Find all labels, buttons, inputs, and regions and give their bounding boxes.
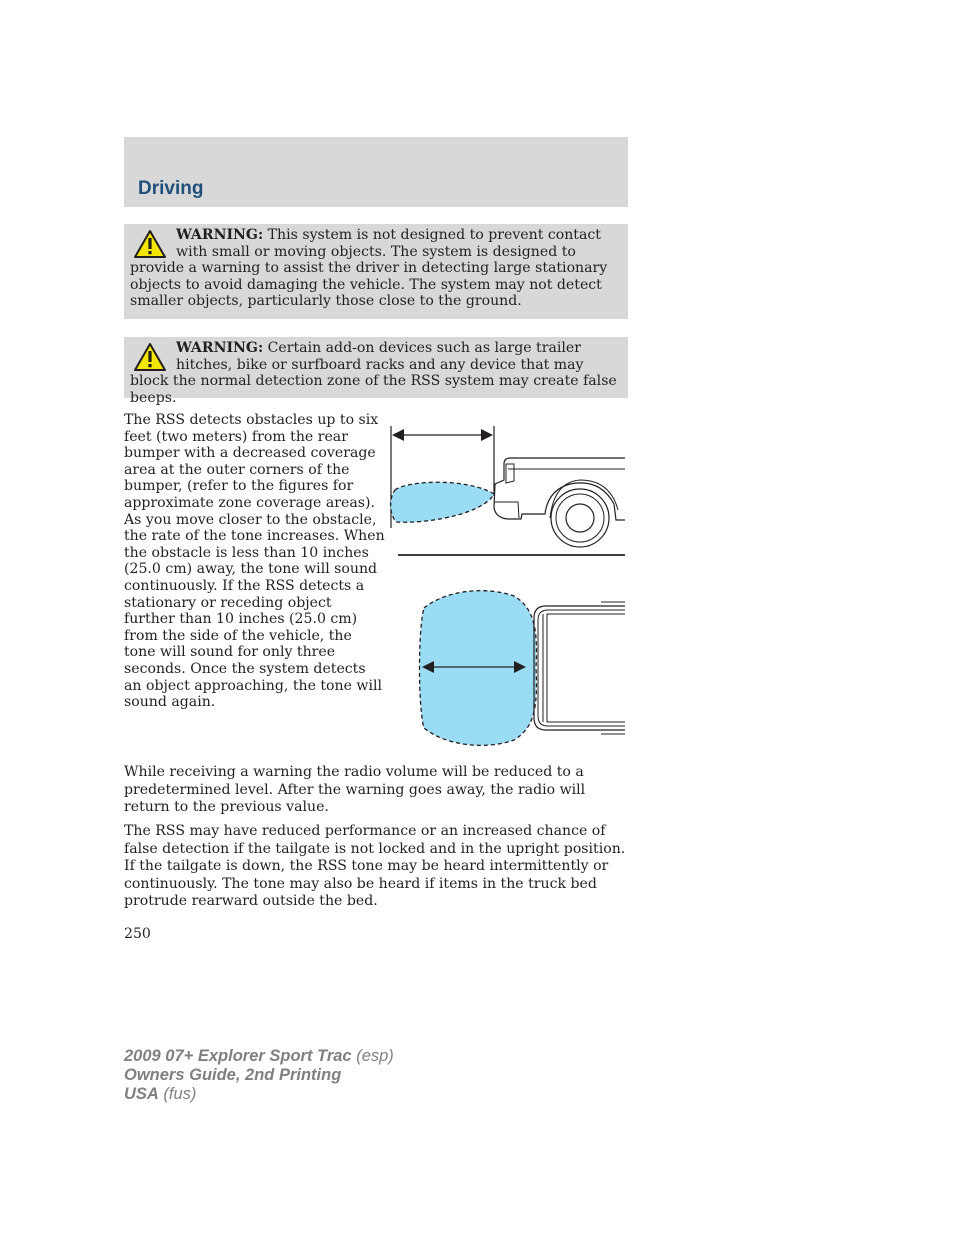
tailgate-paragraph: The RSS may have reduced performance or an increased chance of false detection if the tailgate is not locked and in the upright position. If the tailgate is down, the RSS tone may be heard intermittently or continuously. The tone may also be heard if items in the truck bed protrude rearward outside the bed. — [124, 823, 626, 910]
footer-market: USA — [124, 1085, 159, 1103]
warning-text: Certain add-on devices such as large trailer hitches, bike or surfboard racks and any device that may block the normal detection zone of the RSS system may create false beeps. — [130, 340, 617, 406]
warning-label: WARNING: — [176, 340, 264, 356]
warning-triangle-icon — [133, 342, 167, 372]
section-title: Driving — [138, 178, 204, 199]
rss-detection-paragraph: The RSS detects obstacles up to six feet (two meters) from the rear bumper with a decreased coverage area at the outer corners of the bumper, (refer to the figures for approximate zone coverage areas). As you move closer to the obstacle, the rate of the tone increases. When the obstacle is less than 10 inches (25.0 cm) away, the tone will sound continuously. If the RSS detects a stationary or receding object further than 10 inches (25.0 cm) from the side of the vehicle, the tone will sound for only three seconds. Once the system detects an object approaching, the tone will sound again. — [124, 412, 385, 711]
footer-model-code: (esp) — [351, 1047, 394, 1065]
top-view-figure — [416, 588, 628, 748]
warning-box-1 — [124, 224, 628, 319]
page-number: 250 — [124, 926, 151, 942]
footer — [124, 1047, 394, 1104]
footer-printing: Owners Guide, 2nd Printing — [124, 1066, 342, 1084]
warning-label: WARNING: — [176, 227, 264, 243]
footer-model: 2009 07+ Explorer Sport Trac — [124, 1047, 352, 1065]
side-view-figure — [388, 418, 628, 558]
footer-line-2 — [124, 1066, 394, 1085]
warning-box-2 — [124, 337, 628, 406]
footer-line-3 — [124, 1085, 394, 1104]
warning-triangle-icon — [133, 229, 167, 259]
radio-volume-paragraph: While receiving a warning the radio volume will be reduced to a predetermined level. After the warning goes away, the radio will return to the previous value. — [124, 764, 586, 816]
footer-line-1 — [124, 1047, 394, 1066]
warning-text: This system is not designed to prevent contact with small or moving objects. The system is designed to provide a warning to assist the driver in detecting large stationary objects to avoid damaging the vehicle. The system may not detect smaller objects, particularly those close to the ground. — [130, 227, 608, 310]
footer-market-code: (fus) — [158, 1085, 197, 1103]
